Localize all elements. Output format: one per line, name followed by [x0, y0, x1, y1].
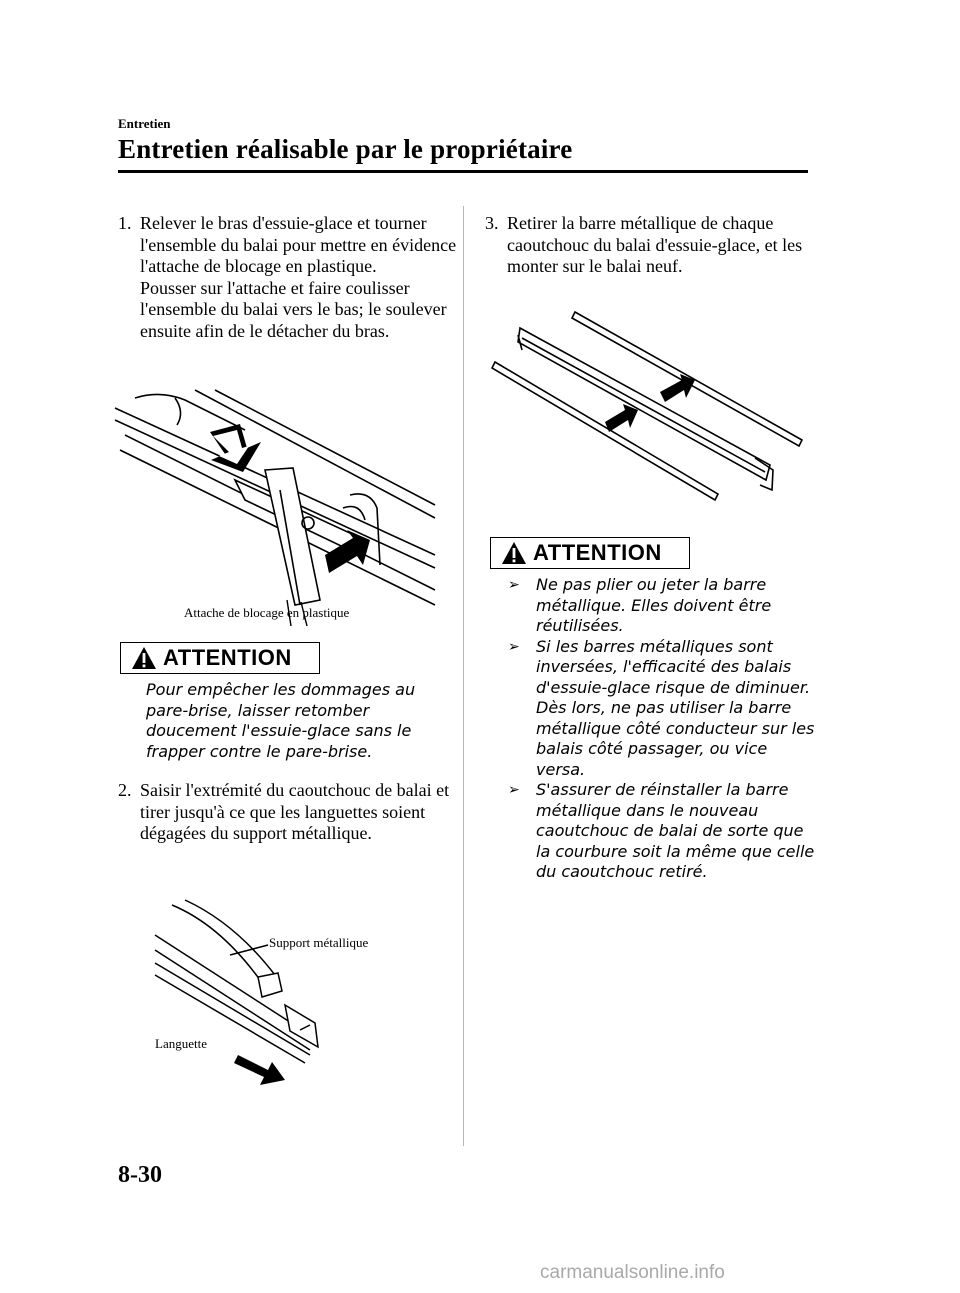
title-rule — [118, 170, 808, 173]
arrow-bullet-icon: ➢ — [508, 782, 520, 798]
step-2 — [118, 780, 458, 845]
step-number: 3. — [485, 213, 499, 233]
caption-support: Support métallique — [269, 935, 369, 950]
metal-bar-illustration — [490, 310, 810, 505]
caption-attache: Attache de blocage en plastique — [184, 605, 350, 620]
attention-label: ATTENTION — [533, 540, 662, 565]
attention-label: ATTENTION — [163, 645, 292, 670]
list-item — [508, 637, 818, 781]
arrow-bullet-icon: ➢ — [508, 577, 520, 593]
step-number: 1. — [118, 213, 132, 233]
caption-languette: Languette — [155, 1036, 207, 1051]
warning-icon — [131, 646, 157, 670]
page-number: 8-30 — [118, 1162, 162, 1188]
list-item-text: S'assurer de réinstaller la barre métallique dans le nouveau caoutchouc de balai de sorte que la courbure soit la même que celle du caoutchouc retiré. — [536, 780, 815, 881]
list-item-text: Si les barres métalliques sont inversées, l'efficacité des balais d'essuie-glace risque de diminuer. Dès lors, ne pas utiliser la barre métallique côté conducteur sur les balais côté passager, ou vice versa. — [536, 636, 815, 779]
attention-box-1 — [120, 642, 320, 674]
attention-text-1: Pour empêcher les dommages au pare-brise, laisser retomber doucement l'essuie-glace sans le frapper contre le pare-brise. — [146, 680, 416, 761]
step-1 — [118, 213, 458, 342]
section-label: Entretien — [118, 116, 171, 131]
list-item-text: Ne pas plier ou jeter la barre métallique. Elles doivent être réutilisées. — [536, 575, 772, 635]
column-divider — [463, 206, 464, 1146]
step-paragraph: Saisir l'extrémité du caoutchouc de balai et tirer jusqu'à ce que les languettes soient dégagées du support métallique. — [140, 780, 450, 843]
step-paragraph: Retirer la barre métallique de chaque caoutchouc du balai d'essuie-glace, et les monter sur le balai neuf. — [507, 213, 803, 276]
list-item — [508, 780, 818, 883]
wiper-arm-illustration — [115, 390, 440, 630]
warning-icon — [501, 541, 527, 565]
watermark: carmanualsonline.info — [540, 1262, 725, 1283]
page-title: Entretien réalisable par le propriétaire — [118, 134, 573, 164]
step-number: 2. — [118, 780, 132, 800]
attention-box-2 — [490, 537, 690, 569]
step-paragraph: Pousser sur l'attache et faire coulisser l'ensemble du balai vers le bas; le soulever ensuite afin de le détacher du bras. — [140, 277, 447, 341]
list-item — [508, 575, 818, 637]
step-3 — [485, 213, 805, 278]
attention-list-2 — [508, 575, 818, 883]
step-paragraph: Relever le bras d'essuie-glace et tourner l'ensemble du balai pour mettre en évidence l'attache de blocage en plastique. — [140, 213, 457, 276]
wiper-rubber-illustration — [150, 895, 330, 1085]
arrow-bullet-icon: ➢ — [508, 638, 520, 655]
